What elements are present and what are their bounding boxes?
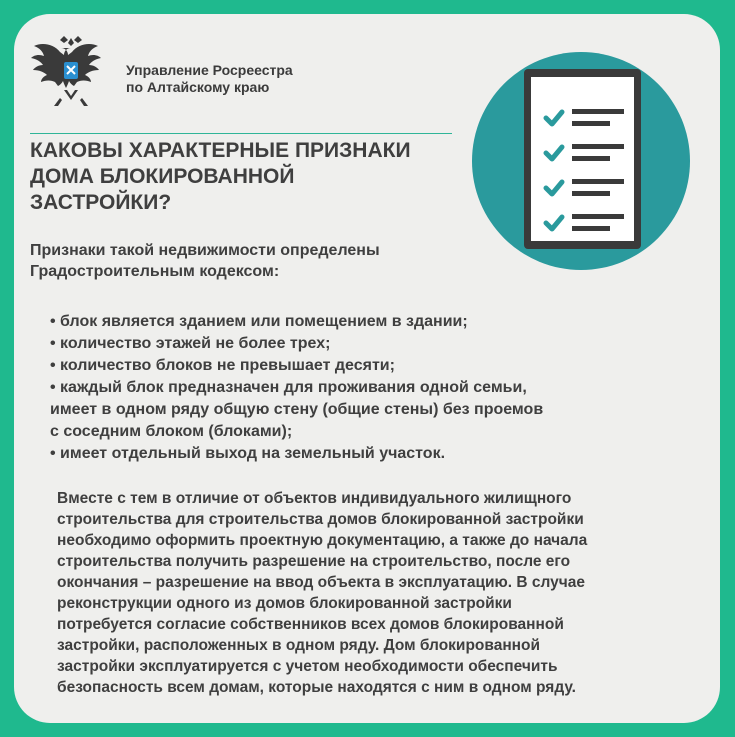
paragraph-line: необходимо оформить проектную документацию, а также до начала (57, 532, 588, 549)
list-item: • блок является зданием или помещением в здании; (50, 313, 468, 330)
paragraph-line: Вместе с тем в отличие от объектов индивидуального жилищного (57, 490, 572, 507)
page-title (30, 138, 460, 216)
list-item: с соседним блоком (блоками); (50, 423, 293, 440)
list-item: • количество этажей не более трех; (50, 335, 331, 352)
title-line-2: ДОМА БЛОКИРОВАННОЙ (30, 165, 295, 188)
list-item: • каждый блок предназначен для проживания одной семьи, (50, 379, 527, 396)
list-item: • имеет отдельный выход на земельный участок. (50, 445, 446, 462)
paragraph-line: строительства получить разрешение на строительство, после его (57, 553, 571, 570)
list-item: • количество блоков не превышает десяти; (50, 357, 395, 374)
eagle-emblem-icon (30, 32, 112, 114)
intro-line-1: Признаки такой недвижимости определены (30, 242, 380, 259)
title-line-3: ЗАСТРОЙКИ? (30, 191, 172, 214)
organization-name (126, 62, 293, 96)
org-line-1: Управление Росреестра (126, 62, 293, 78)
divider (30, 133, 452, 134)
org-line-2: по Алтайскому краю (126, 79, 270, 95)
checklist-clipboard-icon (524, 69, 641, 249)
paragraph-line: потребуется согласие собственников всех домов блокированной (57, 616, 564, 633)
paragraph-line: застройки, расположенных в одном ряду. Дом блокированной (57, 637, 541, 654)
title-line-1: КАКОВЫ ХАРАКТЕРНЫЕ ПРИЗНАКИ (30, 139, 411, 162)
paragraph-line: окончания – разрешение на ввод объекта в эксплуатацию. В случае (57, 574, 585, 591)
paragraph-line: строительства для строительства домов блокированной застройки (57, 511, 584, 528)
bullet-list (50, 311, 543, 465)
content-card (14, 14, 720, 723)
paragraph-line: застройки эксплуатируется с учетом необходимости обеспечить (57, 658, 558, 675)
body-paragraph (57, 488, 587, 698)
intro-text (30, 240, 380, 282)
paragraph-line: реконструкции одного из домов блокированной застройки (57, 595, 512, 612)
intro-line-2: Градостроительным кодексом: (30, 263, 280, 280)
list-item: имеет в одном ряду общую стену (общие стены) без проемов (50, 401, 544, 418)
paragraph-line: безопасность всем домам, которые находятся с ним в одном ряду. (57, 679, 576, 696)
